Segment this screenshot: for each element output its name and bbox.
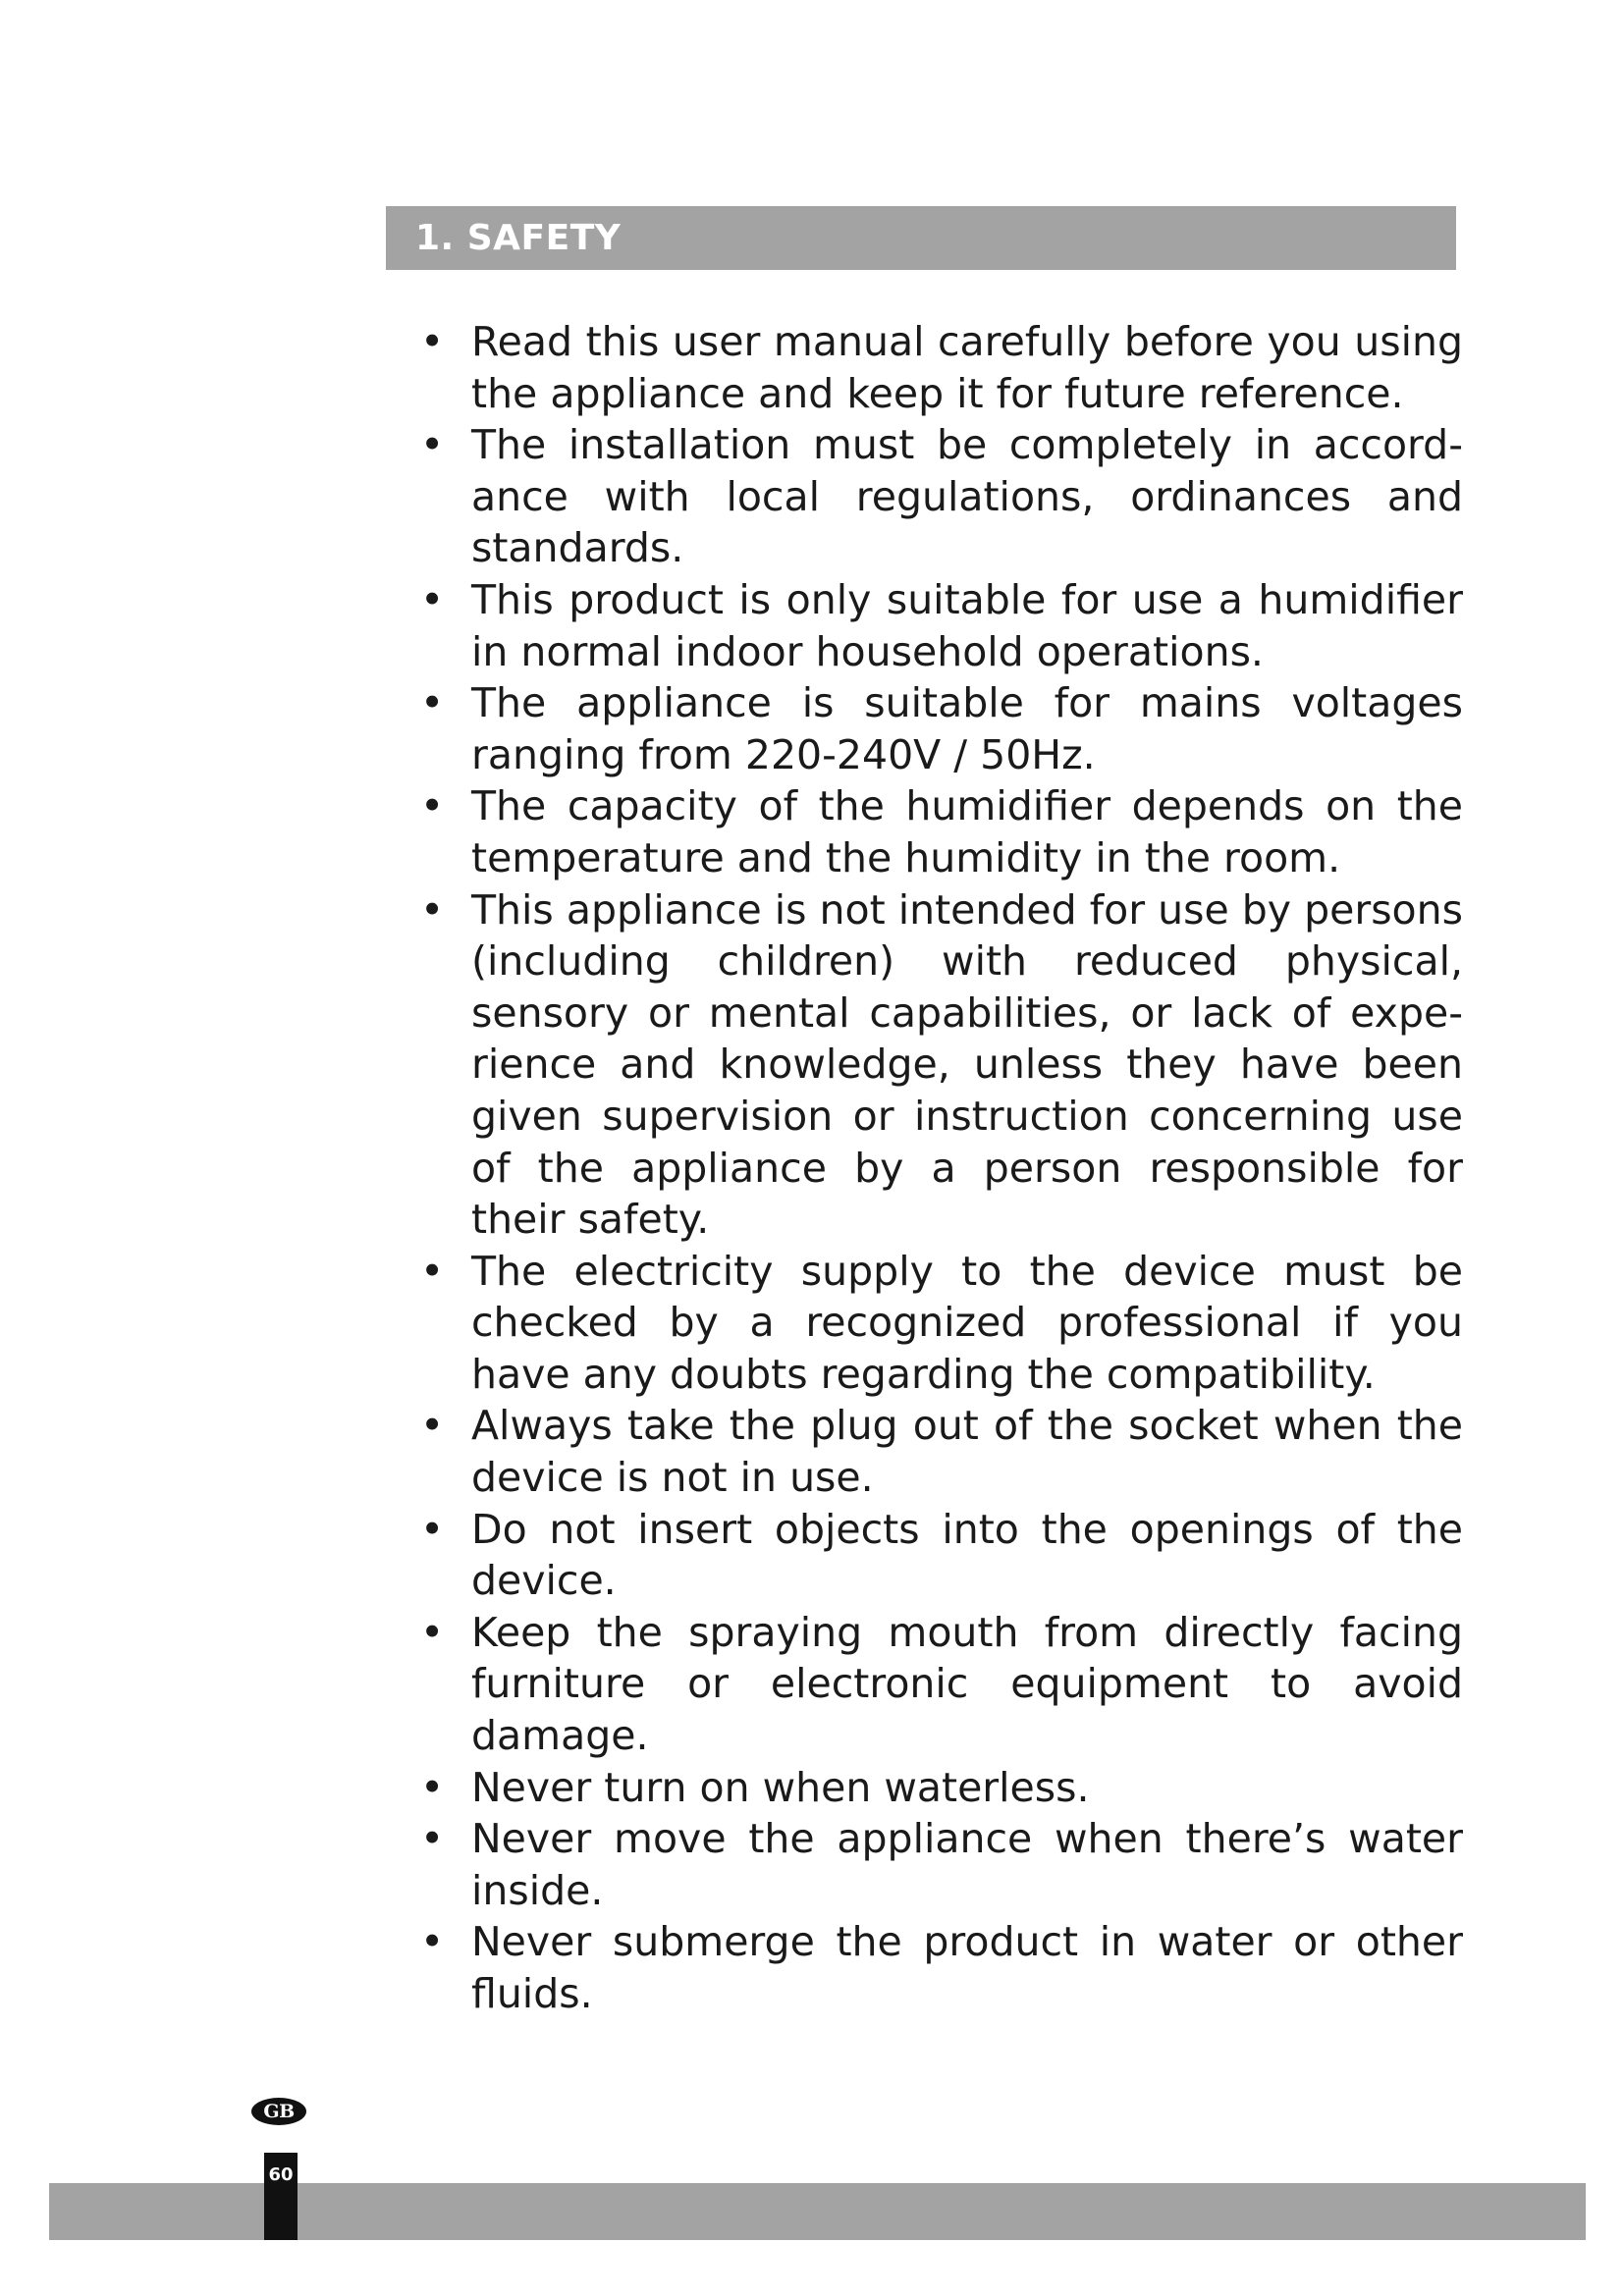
bullet-icon: • [420, 421, 445, 469]
bullet-icon: • [420, 575, 445, 623]
section-title: 1. SAFETY [415, 218, 622, 258]
list-item [412, 1246, 1463, 1401]
list-item-text: The appliance is suitable for mains voltages ranging from 220-240V / 50Hz. [471, 679, 1463, 778]
list-item-text: Keep the spraying mouth from directly facing furniture or electronic equipment to avoid damage. [471, 1608, 1463, 1760]
bullet-icon: • [420, 318, 445, 365]
list-item [412, 677, 1463, 780]
list-item-text: This product is only suitable for use a humidifier in normal indoor household operations. [471, 575, 1463, 675]
list-item [412, 574, 1463, 677]
list-item [412, 1607, 1463, 1762]
bullet-icon: • [420, 1608, 445, 1656]
bullet-icon: • [420, 1247, 445, 1295]
language-badge: GB [251, 2098, 306, 2125]
bullet-icon: • [420, 782, 445, 830]
list-item [412, 1400, 1463, 1503]
list-item [412, 1504, 1463, 1607]
list-item [412, 419, 1463, 574]
bullet-icon: • [420, 885, 445, 934]
list-item-text: Always take the plug out of the socket when the device is not in use. [471, 1402, 1463, 1502]
list-item-text: Never submerge the product in water or other fluids. [471, 1918, 1463, 2017]
bullet-icon: • [420, 1918, 445, 1966]
list-item [412, 780, 1463, 883]
list-item-text: Never move the appliance when there’s water inside. [471, 1815, 1463, 1914]
list-item-text: Never turn on when waterless. [471, 1763, 1090, 1811]
bullet-icon: • [420, 1402, 445, 1450]
bullet-icon: • [420, 679, 445, 727]
list-item [412, 1813, 1463, 1916]
list-item [412, 1916, 1463, 2019]
list-item-text: Do not insert objects into the openings of the device. [471, 1505, 1463, 1605]
list-item-text: Read this user manual carefully before you using the appliance and keep it for future reference. [471, 318, 1463, 417]
section-header [386, 206, 1456, 270]
list-item-text: The electricity supply to the device must be checked by a recognized professional if you have any doubts regarding the compatibility. [471, 1247, 1463, 1398]
list-item [412, 1762, 1463, 1814]
list-item-text: The capacity of the humidifier depends on the temperature and the humidity in the room. [471, 782, 1463, 881]
bullet-icon: • [420, 1505, 445, 1553]
list-item-text: This appliance is not intended for use by persons (including children) with reduced physical, sensory or mental capabilities, or lack of experience and knowledge, unless they have been given supervision or instruction concerning use of the appliance by a person responsible for their safety. [471, 885, 1463, 1244]
safety-list [412, 316, 1463, 2020]
list-item [412, 316, 1463, 419]
list-item-text: The installation must be completely in accordance with local regulations, ordinances and standards. [471, 421, 1463, 572]
list-item [412, 884, 1463, 1246]
page-number: 60 [264, 2153, 298, 2240]
bullet-icon: • [420, 1815, 445, 1863]
bullet-icon: • [420, 1763, 445, 1811]
